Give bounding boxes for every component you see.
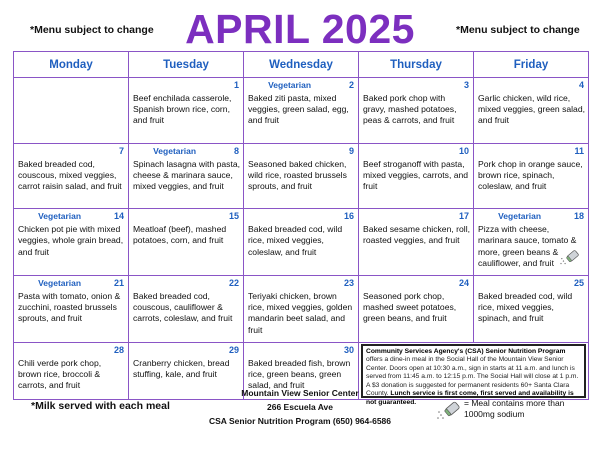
meal-description: Spinach lasagna with pasta, cheese & marinara sauce, mixed veggies, and fruit [133, 158, 241, 192]
day-number: 1 [233, 80, 239, 90]
meal-description: Garlic chicken, wild rice, mixed veggies, green salad, and fruit [478, 93, 586, 126]
meal-description: Cranberry chicken, bread stuffing, kale, and fruit [133, 357, 230, 379]
weekday-tuesday: Tuesday [129, 52, 244, 78]
day-cell [359, 78, 474, 144]
meal-description: Pasta with tomato, onion & zucchini, roasted brussels sprouts, and fruit [18, 290, 121, 324]
day-cell [14, 275, 129, 342]
meal-description: Baked breaded cod, wild rice, mixed veggies, spinach, and fruit [478, 290, 573, 324]
week-row [14, 275, 589, 342]
day-number: 9 [348, 145, 354, 156]
day-number: 7 [118, 145, 124, 156]
meal-description: Seasoned pork chop, mashed sweet potatoes, green beans, and fruit [363, 290, 457, 324]
meal-description: Baked breaded fish, brown rice, green beans, green salad, and fruit [248, 357, 351, 390]
salt-shaker-icon [436, 399, 462, 426]
day-number: 23 [343, 277, 354, 288]
meal-description: Chicken pot pie with mixed veggies, whole grain bread, and fruit [18, 224, 124, 257]
meal-description: Seasoned baked chicken, wild rice, roasted brussels sprouts, and fruit [248, 158, 347, 192]
day-number: 4 [578, 80, 584, 90]
day-cell [474, 143, 589, 209]
vegetarian-label: Vegetarian [498, 211, 542, 222]
meal-description: Baked breaded cod, couscous, mixed veggies, carrot raisin salad, and fruit [18, 158, 122, 192]
day-number: 24 [458, 277, 469, 288]
day-number: 15 [228, 211, 239, 222]
day-number: 22 [228, 277, 239, 288]
day-cell [129, 143, 244, 209]
day-number: 30 [343, 344, 354, 355]
footer-contact [200, 386, 400, 428]
day-cell [129, 209, 244, 276]
meal-description: Baked sesame chicken, roll, roasted veggies, and fruit [363, 224, 470, 246]
day-number: 14 [113, 211, 124, 222]
meal-description: Teriyaki chicken, brown rice, mixed veggies, golden mandarin beet salad, and fruit [248, 290, 353, 335]
day-number: 17 [458, 211, 469, 222]
meal-description: Beef enchilada casserole, Spanish brown rice, corn, and fruit [133, 93, 232, 126]
week-row [14, 209, 589, 276]
meal-description: Beef stroganoff with pasta, mixed veggies, carrots, and fruit [363, 158, 469, 192]
menu-change-note-right: *Menu subject to change [456, 24, 580, 36]
program-info-heading: Community Services Agency's (CSA) Senior Nutrition Program [366, 347, 566, 355]
day-cell [359, 209, 474, 276]
week-row [14, 78, 589, 144]
weekday-header-row [14, 52, 589, 78]
vegetarian-label: Vegetarian [38, 211, 82, 222]
meal-description: Baked breaded cod, couscous, cauliflower & carrots, coleslaw, and fruit [133, 290, 233, 324]
sodium-legend: = Meal contains more than 1000mg sodium [464, 398, 565, 419]
program-info-emphasis: Lunch service is first come, first served and availability is not guaranteed. [366, 390, 574, 406]
meal-description: Baked pork chop with gravy, mashed potatoes, peas & carrots, and fruit [363, 93, 457, 126]
day-cell [359, 143, 474, 209]
day-cell [244, 275, 359, 342]
page-title: APRIL 2025 [185, 6, 415, 52]
weekday-wednesday: Wednesday [244, 52, 359, 78]
day-cell [14, 78, 129, 144]
center-name: Mountain View Senior Center [241, 388, 359, 398]
milk-note: *Milk served with each meal [31, 400, 170, 412]
day-number: 25 [573, 277, 584, 288]
salt-shaker-icon [558, 248, 582, 271]
day-number: 28 [113, 344, 124, 355]
day-cell [244, 78, 359, 144]
day-number: 21 [113, 277, 124, 288]
day-cell [14, 342, 129, 399]
day-number: 29 [228, 344, 239, 355]
weekday-thursday: Thursday [359, 52, 474, 78]
day-cell [244, 143, 359, 209]
weekday-monday: Monday [14, 52, 129, 78]
day-cell [14, 209, 129, 276]
vegetarian-label: Vegetarian [153, 145, 197, 156]
center-address: 266 Escuela Ave [267, 402, 333, 412]
meal-description: Chili verde pork chop, brown rice, broccoli & carrots, and fruit [18, 357, 102, 390]
meal-description: Baked breaded cod, wild rice, mixed veggies, coleslaw, and fruit [248, 224, 343, 257]
menu-change-note-left: *Menu subject to change [30, 24, 154, 36]
day-cell [129, 275, 244, 342]
day-cell [14, 143, 129, 209]
day-number: 10 [458, 145, 469, 156]
meal-description: Baked ziti pasta, mixed veggies, green salad, egg, and fruit [248, 93, 349, 126]
day-cell [474, 209, 589, 276]
meal-description: Pizza with cheese, marinara sauce, tomato & more, green beans & cauliflower, and fruit [478, 224, 577, 268]
day-number: 8 [233, 145, 239, 156]
week-row [14, 143, 589, 209]
meal-description: Pork chop in orange sauce, brown rice, spinach, coleslaw, and fruit [478, 158, 583, 192]
weekday-friday: Friday [474, 52, 589, 78]
program-info-body: offers a dine-in meal in the Social Hall of the Mountain View Senior Center. Doors open at 10:30 a.m., sign in starts at 11 a.m. and lunch is served from 11:45 a.m. to 12:15 p.m. The Social Hall will close at 1 p.m. A $3 donation is suggested for permanent residents 60+ Santa Clara County. [366, 356, 579, 398]
day-cell [129, 78, 244, 144]
day-cell [244, 209, 359, 276]
program-phone: CSA Senior Nutrition Program (650) 964-6586 [208, 416, 391, 426]
day-cell [474, 78, 589, 144]
day-cell [359, 275, 474, 342]
vegetarian-label: Vegetarian [268, 80, 312, 90]
meal-description: Meatloaf (beef), mashed potatoes, corn, and fruit [133, 224, 227, 246]
day-number: 18 [573, 211, 584, 222]
day-number: 3 [463, 80, 469, 90]
day-number: 11 [574, 145, 584, 156]
day-cell [474, 275, 589, 342]
vegetarian-label: Vegetarian [38, 277, 82, 288]
day-number: 2 [348, 80, 354, 90]
day-number: 16 [343, 211, 354, 222]
